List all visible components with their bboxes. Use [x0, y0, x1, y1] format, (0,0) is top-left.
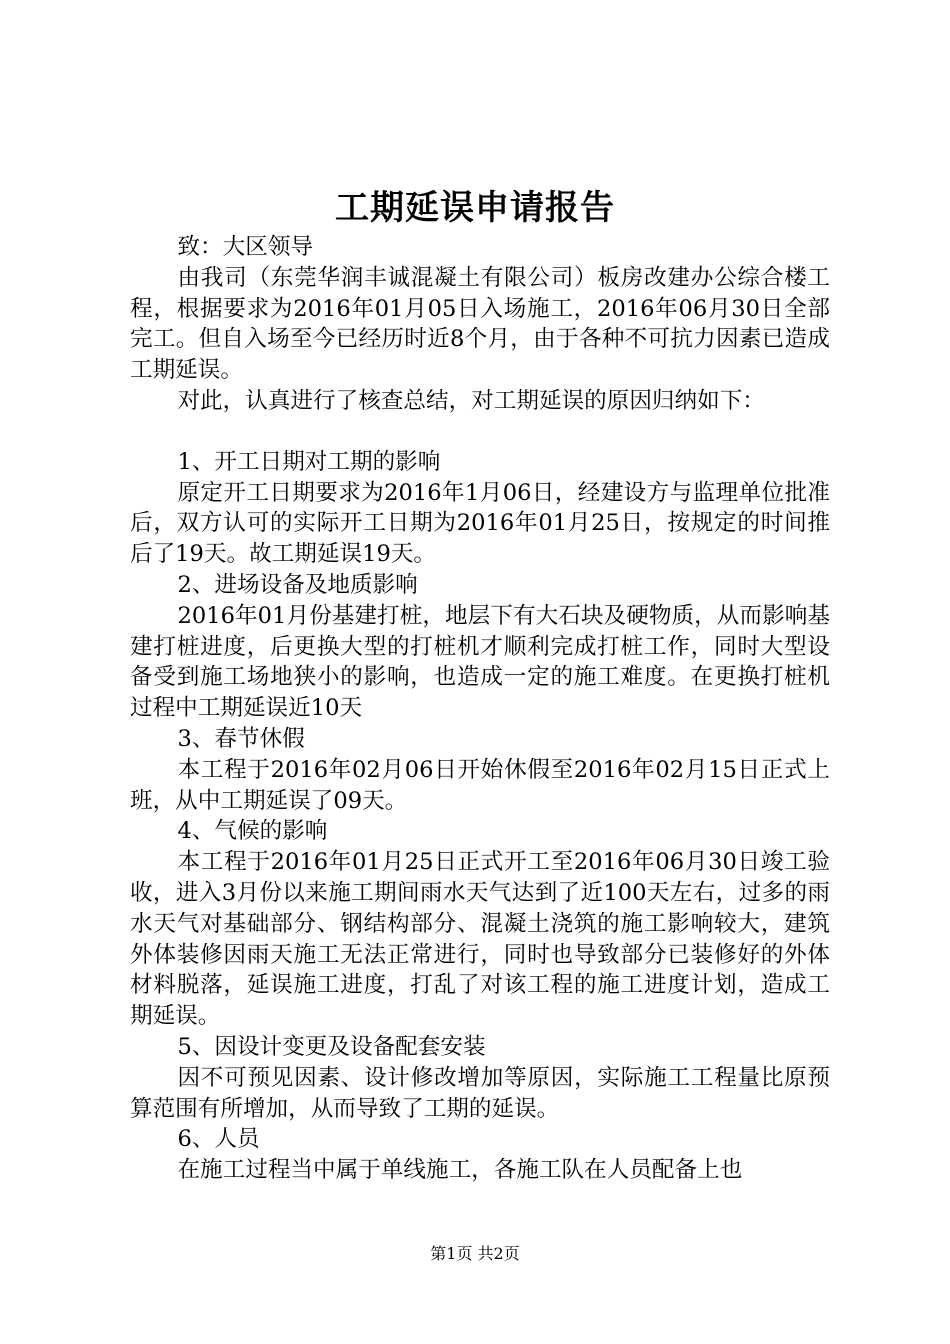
salutation: 致：大区领导: [177, 234, 314, 260]
section-heading: 1、开工日期对工期的影响: [177, 448, 441, 475]
section-text: 原定开工日期要求为2016年1月06日，经建设方与监理单位批准后，双方认可的实际开工日期为2016年01月25日，按规定的时间推后了19天。故工期延误19天。: [130, 479, 830, 568]
section-heading: 6、人员: [177, 1126, 260, 1153]
document-title: 工期延误申请报告: [335, 188, 615, 228]
section-heading: 5、因设计变更及设备配套安装: [177, 1033, 486, 1060]
section-heading: 4、气候的影响: [177, 818, 328, 845]
summary-paragraph: 对此，认真进行了核查总结，对工期延误的原因归纳如下：: [177, 387, 765, 414]
document-body: [130, 232, 830, 1186]
section-heading: 2、进场设备及地质影响: [177, 571, 418, 598]
section-text: 2016年01月份基建打桩，地层下有大石块及硬物质，从而影响基建打桩进度，后更换大型的打桩机才顺利完成打桩工作，同时大型设备受到施工场地狭小的影响，也造成一定的施工难度。在更换打桩机过程中工期延误近10天: [130, 602, 830, 722]
section-text: 在施工过程当中属于单线施工，各施工队在人员配备上也: [177, 1157, 743, 1184]
section-text: 本工程于2016年01月25日正式开工至2016年06月30日竣工验收，进入3月份以来施工期间雨水天气达到了近100天左右，过多的雨水天气对基础部分、钢结构部分、混凝土浇筑的施工影响较大，建筑外体装修因雨天施工无法正常进行，同时也导致部分已装修好的外体材料脱落，延误施工进度，打乱了对该工程的施工进度计划，造成工期延误。: [130, 849, 830, 1030]
section-heading: 3、春节休假: [177, 725, 305, 752]
page-footer: 第1页 共2页: [430, 1244, 520, 1263]
section-text: 因不可预见因素、设计修改增加等原因，实际施工工程量比原预算范围有所增加，从而导致了工期的延误。: [130, 1064, 830, 1122]
intro-paragraph: 由我司（东莞华润丰诚混凝土有限公司）板房改建办公综合楼工程，根据要求为2016年01月05日入场施工，2016年06月30日全部完工。但自入场至今已经历时近8个月，由于各种不可抗力因素已造成工期延误。: [130, 264, 830, 384]
section-text: 本工程于2016年02月06日开始休假至2016年02月15日正式上班，从中工期延误了09天。: [130, 756, 830, 814]
